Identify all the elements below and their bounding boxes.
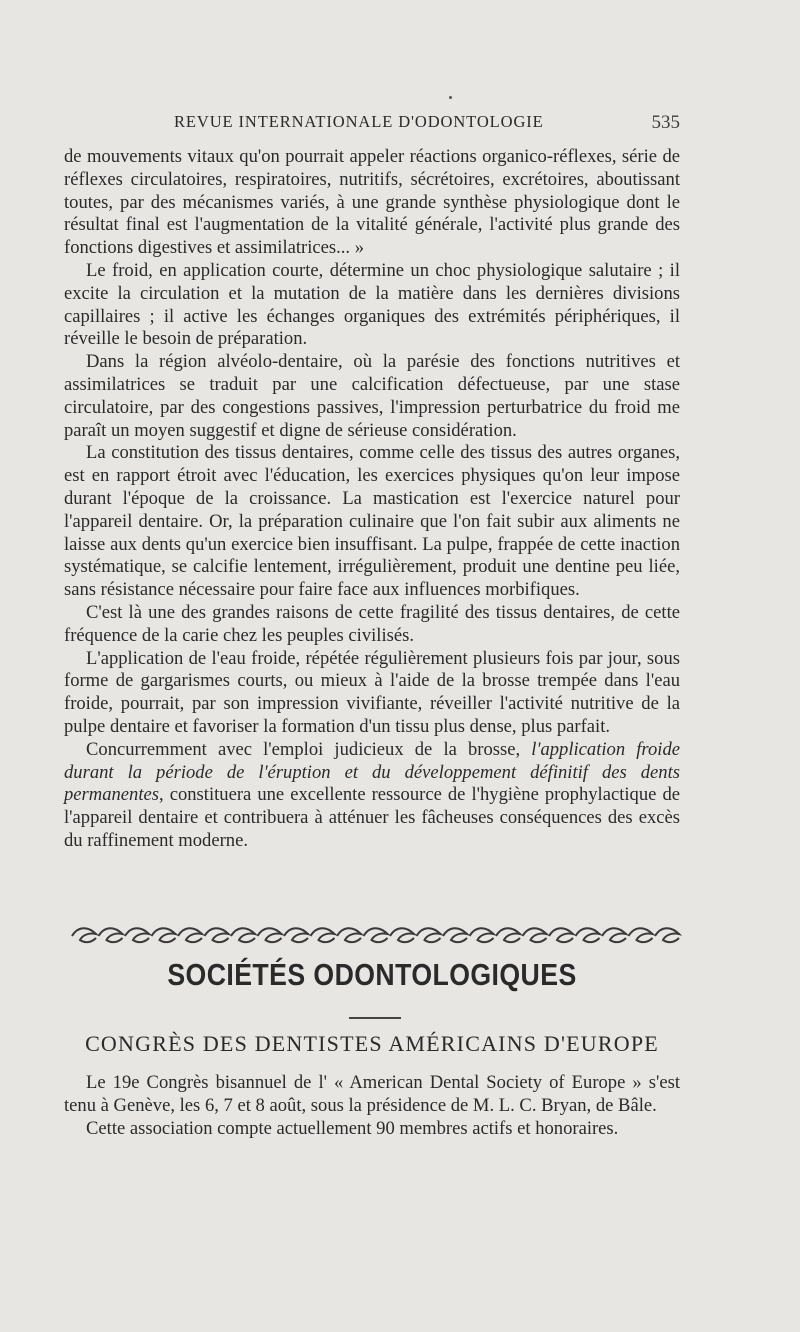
section-body [64,1072,680,1140]
page-header [64,112,680,136]
ornament-motif [576,928,600,942]
ornament-motif [337,928,361,942]
ornament-motif [178,928,202,942]
paragraph-text: , constituera une excellente ressource de l'hygiène prophylactique de l'appareil dentaire et contribuera à atténuer les fâcheuses conséquences des excès du raffinement moderne. [64,784,680,851]
paragraph: C'est là une des grandes raisons de cette fragilité des tissus dentaires, de cette fréquence de la carie chez les peuples civilisés. [64,601,680,646]
ornament-motif [390,928,414,942]
ornament-motif [629,928,653,942]
paragraph: L'application de l'eau froide, répétée régulièrement plusieurs fois par jour, sous forme de gargarismes courts, ou mieux à l'aide de la brosse trempée dans l'eau froide, pourrait, par son impression vivifiante, réveiller l'activité nutritive de la pulpe dentaire et favoriser la formation d'un tissu plus dense, plus parfait. [64,647,680,737]
running-title: REVUE INTERNATIONALE D'ODONTOLOGIE [174,112,544,131]
paragraph: Cette association compte actuellement 90 membres actifs et honoraires. [86,1117,619,1139]
ornament-motif [364,928,388,942]
italic-emphasis: l'application froide durant la période de l'éruption et du développement définitif des dents permanentes [64,738,680,806]
print-speck [449,96,452,99]
ornament-motif [311,928,335,942]
ornament-motif [496,928,520,942]
ornament-motif [655,928,679,942]
title-rule [349,1017,401,1019]
page-number: 535 [651,112,680,133]
paragraph-conclusion [64,739,680,853]
ornament-motif [205,928,229,942]
paragraph: Le 19e Congrès bisannuel de l' « American Dental Society of Europe » s'est tenu à Genève, les 6, 7 et 8 août, sous la présidence de M. L. C. Bryan, de Bâle. [64,1072,680,1116]
decorative-border-ornament [68,924,682,948]
ornament-motif [523,928,547,942]
section-subtitle: CONGRÈS DES DENTISTES AMÉRICAINS D'EUROPE [85,1031,659,1056]
ornament-motif [99,928,123,942]
ornament-motif [152,928,176,942]
section-title: SOCIÉTÉS ODONTOLOGIQUES [167,957,577,992]
article-body [64,146,680,853]
ornament-motif [125,928,149,942]
ornament-motif [470,928,494,942]
ornament-motif [258,928,282,942]
paragraph: La constitution des tissus dentaires, comme celle des tissus des autres organes, est en rapport étroit avec l'éducation, les exercices physiques qu'on leur impose durant l'époque de la croissance. La mastication est l'exercice naturel pour l'appareil dentaire. Or, la préparation culinaire que l'on fait subir aux aliments ne laisse aux dents qu'un exercice bien insuffisant. La pulpe, frappée de cette inaction systématique, se calcifie lentement, irrégulièrement, produit une dentine peu liée, sans résistance nécessaire pour faire face aux influences morbifiques. [64,442,680,601]
paragraph: de mouvements vitaux qu'on pourrait appeler réactions organico-réflexes, série de réflexes circulatoires, respiratoires, nutritifs, sécrétoires, excrétoires, aboutissant toutes, par des mécanismes variés, à une grande synthèse physiologique dont le résultat final est l'augmentation de la vitalité générale, l'activité plus grande des fonctions digestives et assimilatrices... » [64,146,680,259]
ornament-motif [284,928,308,942]
paragraph: Dans la région alvéolo-dentaire, où la parésie des fonctions nutritives et assimilatrices se traduit par une calcification défectueuse, par une stase circulatoire, par des congestions passives, l'impression perturbatrice du froid me paraît un moyen suggestif et digne de sérieuse considération. [64,351,680,441]
ornament-motif [549,928,573,942]
ornament-motif [417,928,441,942]
ornament-motif [443,928,467,942]
ornament-motif [602,928,626,942]
paragraph: Le froid, en application courte, détermine un choc physiologique salutaire ; il excite la circulation et la mutation de la matière dans les dernières divisions capillaires ; il active les échanges organiques des extrémités périphériques, il réveille le besoin de préparation. [64,259,680,350]
ornament-motif [72,928,96,942]
paragraph-text: Concurremment avec l'emploi judicieux de la brosse, [86,738,532,760]
ornament-motif [231,928,255,942]
